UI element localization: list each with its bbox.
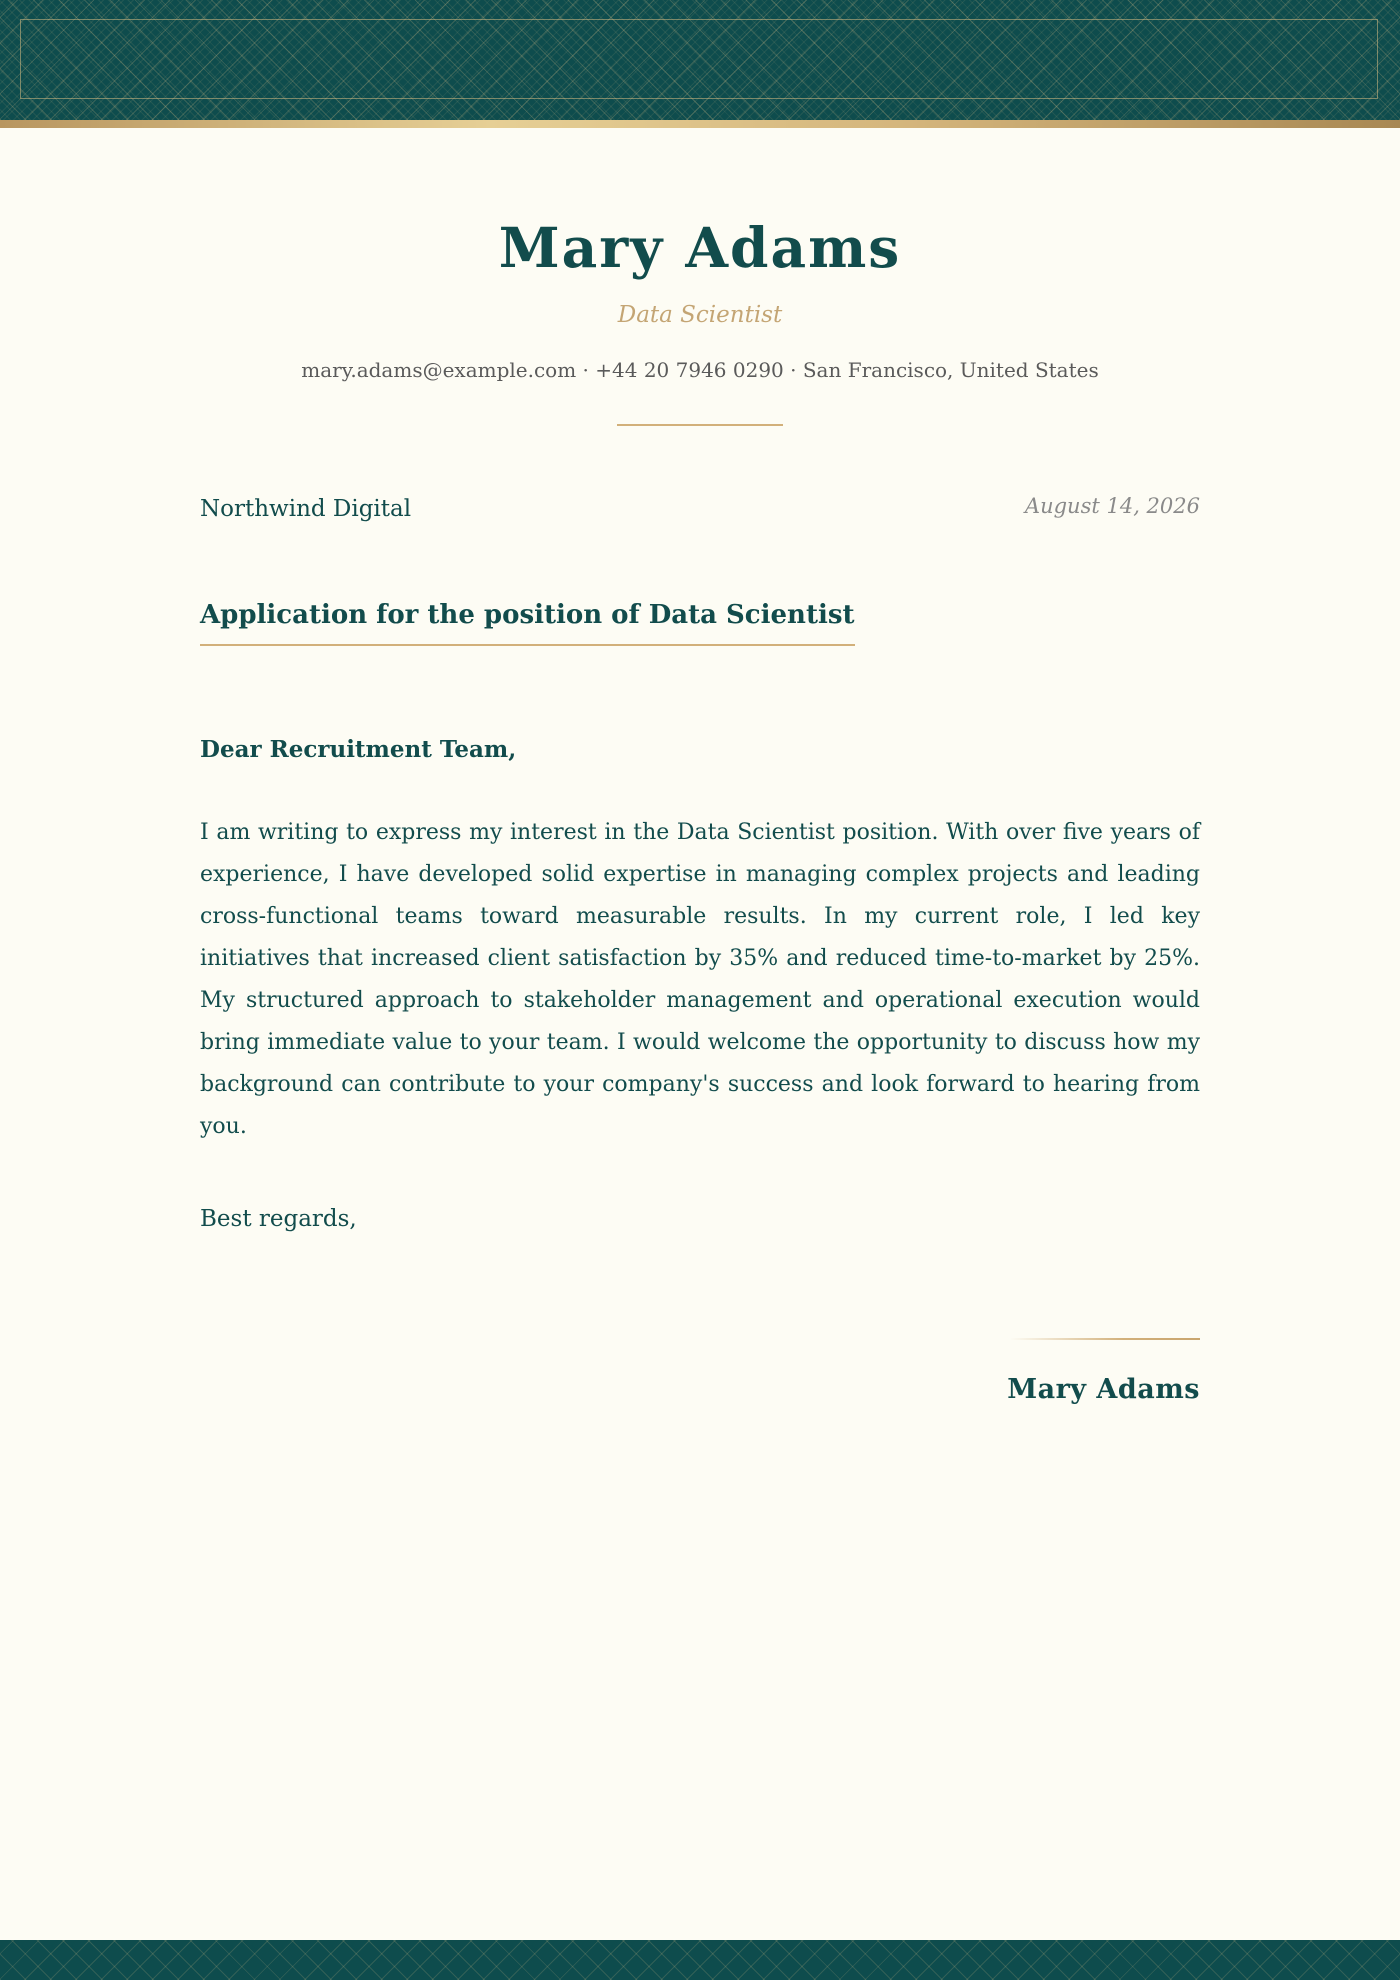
signature-rule bbox=[1010, 1338, 1200, 1340]
header-gold-rule bbox=[0, 120, 1400, 128]
header-band-frame bbox=[20, 19, 1378, 99]
letter-body: I am writing to express my interest in the Data Scientist position. With over five years of experience, I have developed solid expertise in managing complex projects and leading cross-functional teams toward measurable results. In my current role, I led key initiatives that increased client satisfaction by 35% and reduced time-to-market by 25%. My structured approach to stakeholder management and operational execution would bring immediate value to your team. I would welcome the opportunity to discuss how my background can contribute to your company's success and look forward to hearing from you. bbox=[200, 820, 1200, 1139]
sender-contact-line: mary.adams@example.com · +44 20 7946 0290 · San Francisco, United States bbox=[301, 358, 1099, 382]
letter-greeting: Dear Recruitment Team, bbox=[200, 736, 517, 763]
sender-name: Mary Adams bbox=[498, 215, 902, 280]
recipient-company: Northwind Digital bbox=[200, 496, 412, 522]
footer-decorative-band bbox=[0, 1940, 1400, 1980]
letter-closing: Best regards, bbox=[200, 1206, 357, 1232]
letter-date: August 14, 2026 bbox=[1024, 494, 1200, 518]
header-divider bbox=[617, 424, 783, 426]
sender-job-title: Data Scientist bbox=[617, 302, 783, 328]
letter-subject: Application for the position of Data Scientist bbox=[200, 600, 855, 646]
signature-name: Mary Adams bbox=[1007, 1374, 1200, 1405]
header-decorative-band bbox=[0, 0, 1400, 120]
